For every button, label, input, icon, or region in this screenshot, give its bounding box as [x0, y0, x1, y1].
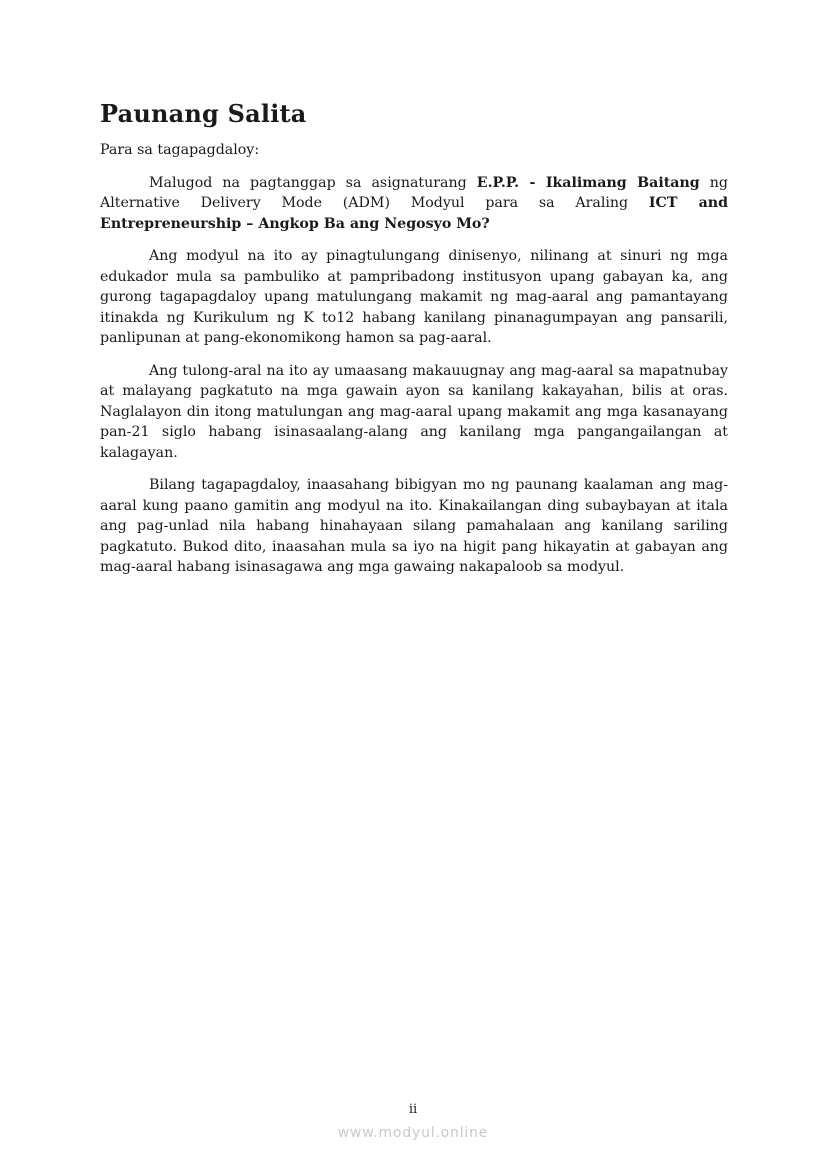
paragraph-facilitator-role: Bilang tagapagdaloy, inaasahang bibigyan mo ng paunang kaalaman ang mag-aaral kung paano gamitin ang modyul na ito. Kinakailangan ding subaybayan at itala ang pag-unlad nila habang hinahayaan silang pamahalaan ang kanilang sariling pagkatuto. Bukod dito, inaasahan mula sa iyo na higit pang hikayatin at gabayan ang mag-aaral habang isinasagawa ang mga gawaing nakapaloob sa modyul. [100, 477, 728, 575]
paragraph-welcome [100, 173, 728, 235]
paragraph-welcome-intro: Malugod na pagtanggap sa asignaturang [149, 174, 477, 191]
paragraph-welcome-mid: ng Alternative Delivery Mode (ADM) Modyul para sa Araling [100, 174, 728, 211]
watermark: www.modyul.online [337, 1125, 489, 1141]
page-number: ii [408, 1102, 418, 1117]
paragraph-learning-aid: Ang tulong-aral na ito ay umaasang makauugnay ang mag-aaral sa mapatnubay at malayang pagkatuto na mga gawain ayon sa kanilang kakayahan, bilis at oras. Naglalayon din itong matulungan ang mag-aaral upang makamit ang mga kasanayang pan-21 siglo habang isinasaalang-alang ang kanilang mga pangangailangan at kalagayan. [100, 362, 728, 461]
subject-name: E.P.P. - Ikalimang Baitang [476, 174, 700, 191]
paragraph-module-design: Ang modyul na ito ay pinagtulungang dinisenyo, nilinang at sinuri ng mga edukador mula sa pambuliko at pampribadong institusyon upang gabayan ka, ang gurong tagapagdaloy upang matulungang makamit ng mag-aaral ang pamantayang itinakda ng Kurikulum ng K to12 habang kanilang pinanagumpayan ang pansarili, panlipunan at pang-ekonomikong hamon sa pag-aaral. [100, 248, 728, 346]
page-title: Paunang Salita [100, 99, 307, 128]
salutation: Para sa tagapagdaloy: [100, 142, 260, 158]
lesson-title: ICT and Entrepreneurship – Angkop Ba ang Negosyo Mo? [100, 195, 729, 232]
page-content [100, 98, 728, 590]
